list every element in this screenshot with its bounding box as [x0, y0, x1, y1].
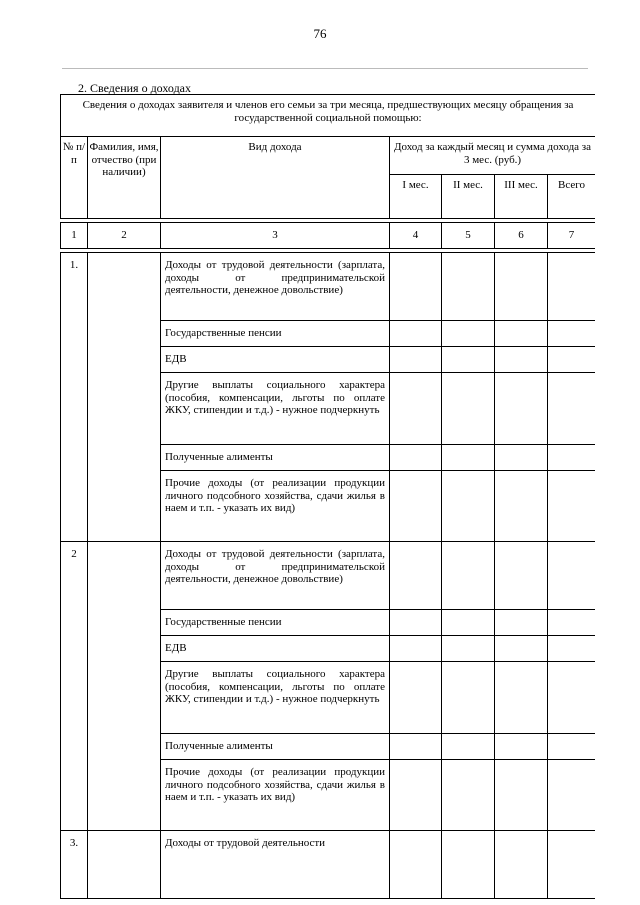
month-2-amount-cell[interactable]: [442, 734, 495, 760]
header-name: Фамилия, имя, отчество (при наличии): [88, 137, 161, 219]
total-amount-cell[interactable]: [548, 445, 596, 471]
income-type-cell: Государственные пенсии: [161, 321, 390, 347]
income-row: [61, 831, 596, 899]
total-amount-cell[interactable]: [548, 734, 596, 760]
total-amount-cell[interactable]: [548, 760, 596, 831]
total-amount-cell[interactable]: [548, 373, 596, 445]
person-name-cell[interactable]: [88, 253, 161, 542]
section-title: 2. Сведения о доходах: [78, 81, 191, 95]
caption-row: [61, 95, 596, 137]
month-1-amount-cell[interactable]: [390, 471, 442, 542]
header-rule: [62, 68, 588, 69]
header-total: Всего: [548, 175, 596, 219]
row-number: 2: [61, 542, 88, 831]
column-number: 5: [442, 223, 495, 249]
column-number-row: [61, 223, 596, 249]
column-number: 3: [161, 223, 390, 249]
total-amount-cell[interactable]: [548, 542, 596, 610]
total-amount-cell[interactable]: [548, 662, 596, 734]
income-type-cell: Другие выплаты социального характера (пособия, компенсации, льготы по оплате ЖКУ, стипендии и т.д.) - нужное подчеркнуть: [161, 373, 390, 445]
income-table-frame: [60, 94, 595, 905]
month-3-amount-cell[interactable]: [495, 831, 548, 899]
month-1-amount-cell[interactable]: [390, 662, 442, 734]
month-3-amount-cell[interactable]: [495, 253, 548, 321]
month-1-amount-cell[interactable]: [390, 610, 442, 636]
month-1-amount-cell[interactable]: [390, 636, 442, 662]
income-row: [61, 253, 596, 321]
total-amount-cell[interactable]: [548, 610, 596, 636]
header-month-3: III мес.: [495, 175, 548, 219]
income-type-cell: Государственные пенсии: [161, 610, 390, 636]
row-number: 1.: [61, 253, 88, 542]
header-income-type: Вид дохода: [161, 137, 390, 219]
month-1-amount-cell[interactable]: [390, 373, 442, 445]
income-type-cell: Прочие доходы (от реализации продукции личного подсобного хозяйства, сдачи жилья в наем и т.п. - указать их вид): [161, 760, 390, 831]
month-2-amount-cell[interactable]: [442, 321, 495, 347]
month-1-amount-cell[interactable]: [390, 253, 442, 321]
column-number: 4: [390, 223, 442, 249]
month-2-amount-cell[interactable]: [442, 636, 495, 662]
total-amount-cell[interactable]: [548, 253, 596, 321]
month-2-amount-cell[interactable]: [442, 445, 495, 471]
month-2-amount-cell[interactable]: [442, 347, 495, 373]
income-type-cell: ЕДВ: [161, 347, 390, 373]
month-3-amount-cell[interactable]: [495, 734, 548, 760]
month-2-amount-cell[interactable]: [442, 471, 495, 542]
month-3-amount-cell[interactable]: [495, 610, 548, 636]
income-type-cell: ЕДВ: [161, 636, 390, 662]
month-1-amount-cell[interactable]: [390, 347, 442, 373]
column-number: 2: [88, 223, 161, 249]
income-type-cell: Полученные алименты: [161, 445, 390, 471]
page-number: 76: [313, 26, 327, 41]
month-3-amount-cell[interactable]: [495, 662, 548, 734]
column-number: 6: [495, 223, 548, 249]
month-1-amount-cell[interactable]: [390, 760, 442, 831]
header-num: № п/п: [61, 137, 88, 219]
month-2-amount-cell[interactable]: [442, 542, 495, 610]
column-number: 1: [61, 223, 88, 249]
month-1-amount-cell[interactable]: [390, 321, 442, 347]
header-income-period: Доход за каждый месяц и сумма дохода за 3 мес. (руб.): [390, 137, 596, 175]
month-2-amount-cell[interactable]: [442, 373, 495, 445]
total-amount-cell[interactable]: [548, 347, 596, 373]
income-type-cell: Доходы от трудовой деятельности: [161, 831, 390, 899]
month-2-amount-cell[interactable]: [442, 760, 495, 831]
month-3-amount-cell[interactable]: [495, 636, 548, 662]
header-month-2: II мес.: [442, 175, 495, 219]
month-3-amount-cell[interactable]: [495, 542, 548, 610]
month-3-amount-cell[interactable]: [495, 347, 548, 373]
income-row: [61, 542, 596, 610]
month-3-amount-cell[interactable]: [495, 471, 548, 542]
month-1-amount-cell[interactable]: [390, 445, 442, 471]
month-1-amount-cell[interactable]: [390, 542, 442, 610]
month-3-amount-cell[interactable]: [495, 321, 548, 347]
month-3-amount-cell[interactable]: [495, 373, 548, 445]
income-table: [60, 94, 595, 899]
person-name-cell[interactable]: [88, 542, 161, 831]
table-caption: Сведения о доходах заявителя и членов его семьи за три месяца, предшествующих месяцу обращения за государственной социальной помощью:: [61, 95, 596, 137]
total-amount-cell[interactable]: [548, 831, 596, 899]
header-row: [61, 137, 596, 175]
total-amount-cell[interactable]: [548, 321, 596, 347]
month-3-amount-cell[interactable]: [495, 445, 548, 471]
month-3-amount-cell[interactable]: [495, 760, 548, 831]
month-2-amount-cell[interactable]: [442, 253, 495, 321]
person-name-cell[interactable]: [88, 831, 161, 899]
income-type-cell: Прочие доходы (от реализации продукции личного подсобного хозяйства, сдачи жилья в наем и т.п. - указать их вид): [161, 471, 390, 542]
month-1-amount-cell[interactable]: [390, 734, 442, 760]
month-2-amount-cell[interactable]: [442, 662, 495, 734]
month-1-amount-cell[interactable]: [390, 831, 442, 899]
month-2-amount-cell[interactable]: [442, 831, 495, 899]
column-number: 7: [548, 223, 596, 249]
income-type-cell: Доходы от трудовой деятельности (зарплата, доходы от предпринимательской деятельности, денежное довольствие): [161, 253, 390, 321]
header-month-1: I мес.: [390, 175, 442, 219]
income-type-cell: Полученные алименты: [161, 734, 390, 760]
income-type-cell: Доходы от трудовой деятельности (зарплата, доходы от предпринимательской деятельности, денежное довольствие): [161, 542, 390, 610]
income-type-cell: Другие выплаты социального характера (пособия, компенсации, льготы по оплате ЖКУ, стипендии и т.д.) - нужное подчеркнуть: [161, 662, 390, 734]
total-amount-cell[interactable]: [548, 471, 596, 542]
row-number: 3.: [61, 831, 88, 899]
total-amount-cell[interactable]: [548, 636, 596, 662]
month-2-amount-cell[interactable]: [442, 610, 495, 636]
